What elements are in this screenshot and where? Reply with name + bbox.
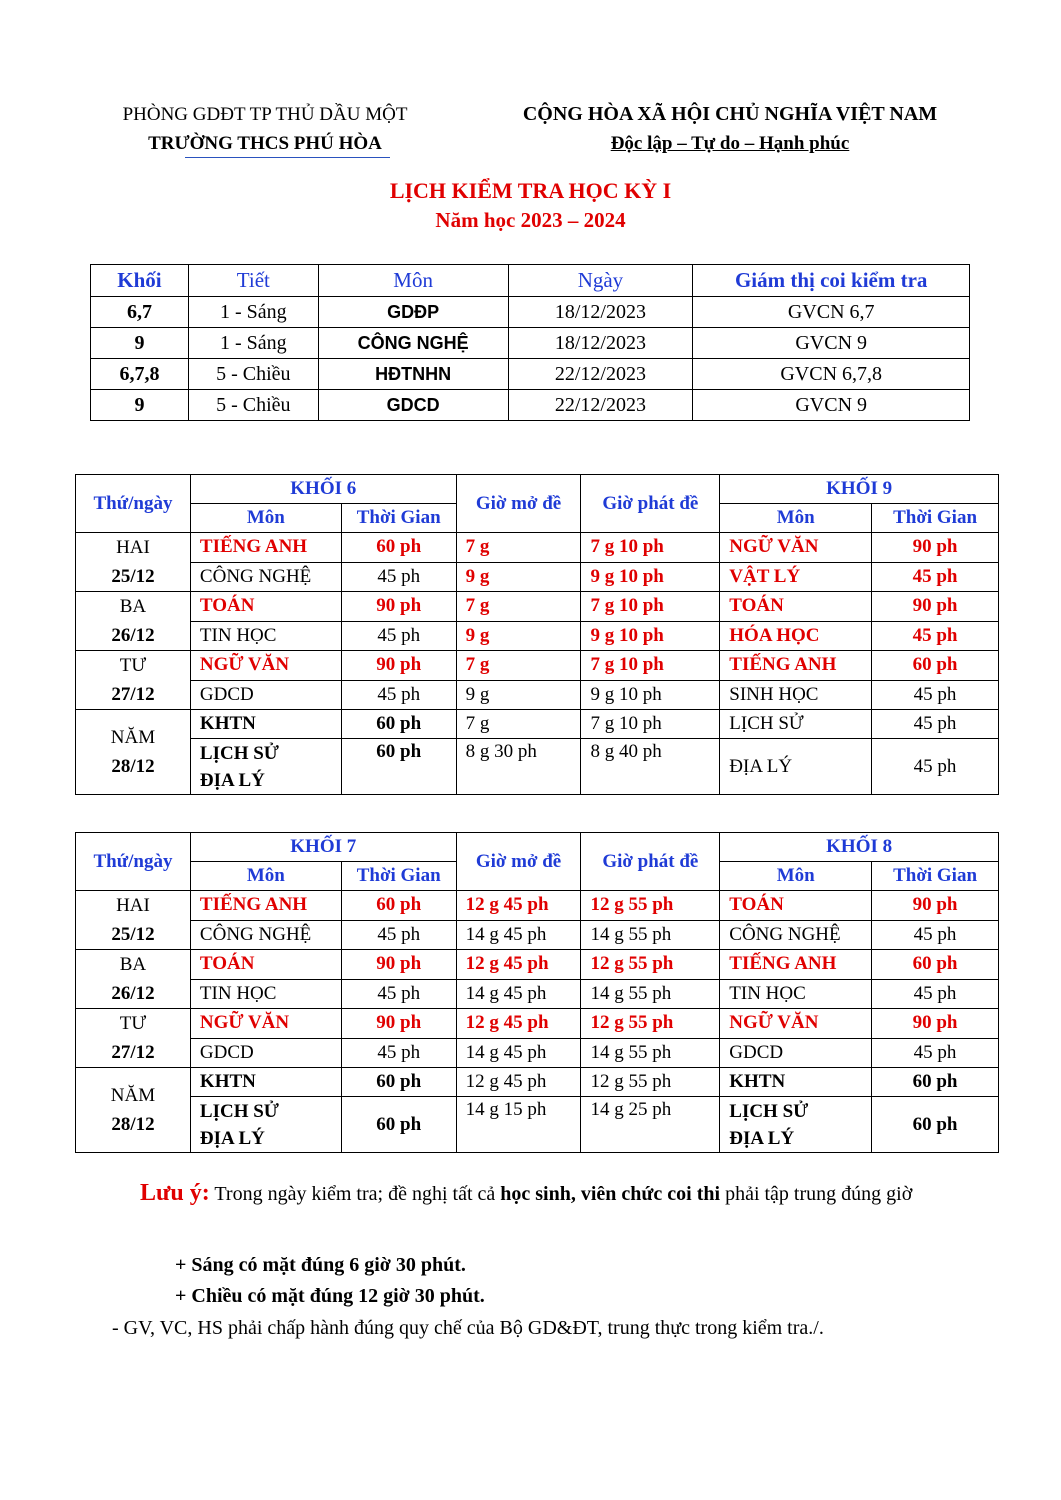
national-motto: Độc lập – Tự do – Hạnh phúc bbox=[610, 133, 850, 154]
subject-line: LỊCH SỬ bbox=[199, 1100, 279, 1122]
table-header-row bbox=[76, 833, 999, 862]
cell-duration: 60 ph bbox=[872, 1068, 999, 1097]
header-left bbox=[100, 100, 430, 158]
cell-subject: SINH HỌC bbox=[720, 680, 872, 710]
cell-duration: 45 ph bbox=[341, 1038, 456, 1068]
republic-title: CỘNG HÒA XÃ HỘI CHỦ NGHĨA VIỆT NAM bbox=[522, 103, 938, 125]
cell-duration: 60 ph bbox=[341, 1097, 456, 1153]
cell-issue-time: 7 g 10 ph bbox=[581, 592, 720, 622]
table-row bbox=[76, 920, 999, 950]
day-cell bbox=[76, 950, 191, 1009]
cell-issue-time: 12 g 55 ph bbox=[581, 950, 720, 980]
cell-subject: GDCD bbox=[318, 390, 508, 421]
group-header-b: KHỐI 8 bbox=[720, 833, 999, 862]
table-header-row bbox=[91, 265, 970, 297]
cell-duration: 45 ph bbox=[341, 621, 456, 651]
cell-issue-time: 9 g 10 ph bbox=[581, 621, 720, 651]
day-name: TƯ bbox=[119, 655, 147, 676]
table-row bbox=[76, 1038, 999, 1068]
day-name: NĂM bbox=[110, 727, 156, 748]
cell-duration: 45 ph bbox=[872, 562, 999, 592]
cell-duration: 60 ph bbox=[341, 710, 456, 739]
col-header-open-time: Giờ mở đề bbox=[456, 833, 581, 891]
col-header-subject: Môn bbox=[190, 862, 341, 891]
cell-duration: 90 ph bbox=[341, 592, 456, 622]
cell-period: 5 - Chiều bbox=[188, 390, 318, 421]
cell-issue-time: 14 g 25 ph bbox=[581, 1097, 720, 1153]
cell-grade: 6,7,8 bbox=[91, 359, 189, 390]
cell-issue-time: 8 g 40 ph bbox=[581, 739, 720, 795]
cell-subject: TOÁN bbox=[190, 592, 341, 622]
cell-subject: TIẾNG ANH bbox=[720, 651, 872, 681]
table-row bbox=[91, 328, 970, 359]
cell-issue-time: 14 g 55 ph bbox=[581, 979, 720, 1009]
cell-subject: NGỮ VĂN bbox=[190, 1009, 341, 1039]
cell-duration: 90 ph bbox=[341, 1009, 456, 1039]
cell-duration: 60 ph bbox=[341, 891, 456, 921]
cell-issue-time: 9 g 10 ph bbox=[581, 562, 720, 592]
table-row bbox=[76, 1097, 999, 1153]
group-header-a: KHỐI 6 bbox=[190, 475, 456, 504]
cell-duration: 45 ph bbox=[341, 562, 456, 592]
cell-open-time: 7 g bbox=[456, 533, 581, 563]
cell-subject bbox=[190, 739, 341, 795]
table-row bbox=[91, 390, 970, 421]
day-date: 28/12 bbox=[111, 756, 155, 777]
cell-duration: 45 ph bbox=[872, 979, 999, 1009]
cell-subject bbox=[190, 1097, 341, 1153]
school-underline bbox=[185, 157, 390, 158]
table-row bbox=[76, 562, 999, 592]
cell-issue-time: 7 g 10 ph bbox=[581, 710, 720, 739]
cell-proctor: GVCN 9 bbox=[693, 328, 970, 359]
cell-open-time: 7 g bbox=[456, 592, 581, 622]
col-header-subject: Môn bbox=[318, 265, 508, 297]
cell-subject: TIN HỌC bbox=[190, 621, 341, 651]
cell-open-time: 7 g bbox=[456, 710, 581, 739]
school-year: Năm học 2023 – 2024 bbox=[435, 208, 626, 232]
day-date: 26/12 bbox=[111, 983, 155, 1004]
cell-grade: 9 bbox=[91, 328, 189, 359]
day-cell bbox=[76, 592, 191, 651]
day-cell bbox=[76, 1009, 191, 1068]
day-date: 25/12 bbox=[111, 924, 155, 945]
cell-open-time: 9 g bbox=[456, 562, 581, 592]
note-emphasis: học sinh, viên chức coi thi bbox=[500, 1183, 721, 1205]
cell-issue-time: 12 g 55 ph bbox=[581, 891, 720, 921]
cell-open-time: 12 g 45 ph bbox=[456, 891, 581, 921]
cell-duration: 45 ph bbox=[872, 710, 999, 739]
col-header-duration: Thời Gian bbox=[341, 862, 456, 891]
cell-subject: TIN HỌC bbox=[720, 979, 872, 1009]
day-cell bbox=[76, 651, 191, 710]
subject-line: ĐỊA LÝ bbox=[199, 769, 265, 791]
day-date: 25/12 bbox=[111, 566, 155, 587]
cell-duration: 90 ph bbox=[872, 592, 999, 622]
cell-subject: TIẾNG ANH bbox=[190, 533, 341, 563]
table-row bbox=[76, 710, 999, 739]
cell-period: 1 - Sáng bbox=[188, 297, 318, 328]
cell-grade: 6,7 bbox=[91, 297, 189, 328]
cell-subject: TIẾNG ANH bbox=[190, 891, 341, 921]
day-date: 26/12 bbox=[111, 625, 155, 646]
cell-duration: 60 ph bbox=[341, 739, 456, 795]
table-row bbox=[91, 297, 970, 328]
table-row bbox=[76, 680, 999, 710]
table-row bbox=[76, 1009, 999, 1039]
cell-open-time: 12 g 45 ph bbox=[456, 950, 581, 980]
cell-issue-time: 7 g 10 ph bbox=[581, 651, 720, 681]
cell-issue-time: 7 g 10 ph bbox=[581, 533, 720, 563]
cell-duration: 90 ph bbox=[872, 891, 999, 921]
cell-issue-time: 12 g 55 ph bbox=[581, 1068, 720, 1097]
department-name: PHÒNG GDĐT TP THỦ DẦU MỘT bbox=[122, 104, 408, 125]
cell-subject: GDCD bbox=[190, 680, 341, 710]
day-cell bbox=[76, 891, 191, 950]
cell-issue-time: 14 g 55 ph bbox=[581, 920, 720, 950]
cell-date: 22/12/2023 bbox=[508, 390, 693, 421]
day-cell bbox=[76, 1068, 191, 1153]
table-row bbox=[76, 1068, 999, 1097]
cell-proctor: GVCN 9 bbox=[693, 390, 970, 421]
cell-duration: 90 ph bbox=[872, 533, 999, 563]
day-name: BA bbox=[119, 596, 147, 617]
cell-duration: 45 ph bbox=[872, 1038, 999, 1068]
cell-duration: 45 ph bbox=[872, 920, 999, 950]
cell-subject: ĐỊA LÝ bbox=[720, 739, 872, 795]
cell-subject: TOÁN bbox=[190, 950, 341, 980]
cell-duration: 60 ph bbox=[872, 651, 999, 681]
cell-subject: NGỮ VĂN bbox=[720, 1009, 872, 1039]
cell-date: 18/12/2023 bbox=[508, 328, 693, 359]
col-header-issue-time: Giờ phát đề bbox=[581, 833, 720, 891]
table-row bbox=[76, 621, 999, 651]
table-row bbox=[76, 739, 999, 795]
subject-line: ĐỊA LÝ bbox=[729, 1127, 795, 1149]
schedule-table-grade7-grade8 bbox=[75, 832, 999, 1153]
header-right bbox=[470, 100, 990, 158]
note-morning: + Sáng có mặt đúng 6 giờ 30 phút. bbox=[175, 1254, 466, 1276]
col-header-day: Thứ/ngày bbox=[76, 475, 191, 533]
cell-subject: NGỮ VĂN bbox=[190, 651, 341, 681]
common-exam-table bbox=[90, 264, 970, 421]
cell-duration: 45 ph bbox=[341, 979, 456, 1009]
col-header-open-time: Giờ mở đề bbox=[456, 475, 581, 533]
cell-duration: 60 ph bbox=[341, 533, 456, 563]
cell-open-time: 8 g 30 ph bbox=[456, 739, 581, 795]
cell-subject: GDCD bbox=[190, 1038, 341, 1068]
col-header-period: Tiết bbox=[188, 265, 318, 297]
cell-open-time: 14 g 45 ph bbox=[456, 979, 581, 1009]
table-header-row bbox=[76, 475, 999, 504]
cell-duration: 90 ph bbox=[341, 950, 456, 980]
cell-subject bbox=[720, 1097, 872, 1153]
col-header-subject: Môn bbox=[190, 504, 341, 533]
cell-subject: VẬT LÝ bbox=[720, 562, 872, 592]
cell-subject: GDĐP bbox=[318, 297, 508, 328]
cell-period: 1 - Sáng bbox=[188, 328, 318, 359]
cell-subject: KHTN bbox=[190, 710, 341, 739]
day-date: 27/12 bbox=[111, 684, 155, 705]
day-date: 28/12 bbox=[111, 1114, 155, 1135]
note-text: Trong ngày kiểm tra; đề nghị tất cả bbox=[209, 1183, 501, 1205]
cell-duration: 90 ph bbox=[341, 651, 456, 681]
table-row bbox=[76, 651, 999, 681]
cell-subject: KHTN bbox=[720, 1068, 872, 1097]
cell-open-time: 7 g bbox=[456, 651, 581, 681]
cell-proctor: GVCN 6,7,8 bbox=[693, 359, 970, 390]
col-header-duration: Thời Gian bbox=[341, 504, 456, 533]
page-title: LỊCH KIỂM TRA HỌC KỲ I bbox=[389, 178, 672, 203]
cell-duration: 45 ph bbox=[872, 680, 999, 710]
cell-issue-time: 14 g 55 ph bbox=[581, 1038, 720, 1068]
table-row bbox=[91, 359, 970, 390]
day-name: HAI bbox=[116, 537, 150, 558]
note-rule: - GV, VC, HS phải chấp hành đúng quy chế của Bộ GD&ĐT, trung thực trong kiểm tra./. bbox=[112, 1317, 824, 1339]
cell-open-time: 14 g 15 ph bbox=[456, 1097, 581, 1153]
day-name: TƯ bbox=[119, 1013, 147, 1034]
cell-subject: TOÁN bbox=[720, 891, 872, 921]
cell-open-time: 14 g 45 ph bbox=[456, 1038, 581, 1068]
cell-subject: CÔNG NGHỆ bbox=[720, 920, 872, 950]
cell-duration: 45 ph bbox=[872, 621, 999, 651]
cell-period: 5 - Chiều bbox=[188, 359, 318, 390]
cell-open-time: 14 g 45 ph bbox=[456, 920, 581, 950]
group-header-b: KHỐI 9 bbox=[720, 475, 999, 504]
cell-subject: LỊCH SỬ bbox=[720, 710, 872, 739]
day-name: BA bbox=[119, 954, 147, 975]
table-row bbox=[76, 979, 999, 1009]
day-cell bbox=[76, 710, 191, 795]
table-row bbox=[76, 533, 999, 563]
note-label: Lưu ý: bbox=[140, 1180, 210, 1206]
cell-duration: 60 ph bbox=[341, 1068, 456, 1097]
cell-subject: CÔNG NGHỆ bbox=[318, 328, 508, 359]
col-header-grade: Khối bbox=[91, 265, 189, 297]
cell-grade: 9 bbox=[91, 390, 189, 421]
cell-subject: CÔNG NGHỆ bbox=[190, 562, 341, 592]
col-header-duration: Thời Gian bbox=[872, 504, 999, 533]
cell-duration: 90 ph bbox=[872, 1009, 999, 1039]
cell-duration: 45 ph bbox=[341, 920, 456, 950]
day-name: HAI bbox=[116, 895, 150, 916]
cell-subject: GDCD bbox=[720, 1038, 872, 1068]
col-header-subject: Môn bbox=[720, 504, 872, 533]
cell-subject: TIN HỌC bbox=[190, 979, 341, 1009]
cell-date: 18/12/2023 bbox=[508, 297, 693, 328]
cell-subject: KHTN bbox=[190, 1068, 341, 1097]
cell-duration: 45 ph bbox=[872, 739, 999, 795]
day-cell bbox=[76, 533, 191, 592]
group-header-a: KHỐI 7 bbox=[190, 833, 456, 862]
cell-subject: NGỮ VĂN bbox=[720, 533, 872, 563]
table-row bbox=[76, 950, 999, 980]
table-row bbox=[76, 891, 999, 921]
col-header-proctor: Giám thị coi kiểm tra bbox=[693, 265, 970, 297]
note-afternoon: + Chiều có mặt đúng 12 giờ 30 phút. bbox=[175, 1285, 485, 1307]
cell-date: 22/12/2023 bbox=[508, 359, 693, 390]
cell-subject: HĐTNHN bbox=[318, 359, 508, 390]
cell-issue-time: 12 g 55 ph bbox=[581, 1009, 720, 1039]
school-name: TRƯỜNG THCS PHÚ HÒA bbox=[148, 133, 382, 154]
col-header-subject: Môn bbox=[720, 862, 872, 891]
cell-duration: 60 ph bbox=[872, 1097, 999, 1153]
col-header-issue-time: Giờ phát đề bbox=[581, 475, 720, 533]
col-header-day: Thứ/ngày bbox=[76, 833, 191, 891]
cell-open-time: 9 g bbox=[456, 621, 581, 651]
col-header-date: Ngày bbox=[508, 265, 693, 297]
cell-open-time: 12 g 45 ph bbox=[456, 1068, 581, 1097]
cell-proctor: GVCN 6,7 bbox=[693, 297, 970, 328]
col-header-duration: Thời Gian bbox=[872, 862, 999, 891]
cell-subject: TIẾNG ANH bbox=[720, 950, 872, 980]
cell-duration: 60 ph bbox=[872, 950, 999, 980]
note-paragraph bbox=[100, 1178, 980, 1210]
subject-line: LỊCH SỬ bbox=[729, 1100, 809, 1122]
table-row bbox=[76, 592, 999, 622]
cell-issue-time: 9 g 10 ph bbox=[581, 680, 720, 710]
cell-open-time: 12 g 45 ph bbox=[456, 1009, 581, 1039]
schedule-table-grade6-grade9 bbox=[75, 474, 999, 795]
subject-line: LỊCH SỬ bbox=[199, 742, 279, 764]
subject-line: ĐỊA LÝ bbox=[199, 1127, 265, 1149]
cell-open-time: 9 g bbox=[456, 680, 581, 710]
cell-subject: TOÁN bbox=[720, 592, 872, 622]
cell-subject: CÔNG NGHỆ bbox=[190, 920, 341, 950]
cell-subject: HÓA HỌC bbox=[720, 621, 872, 651]
day-date: 27/12 bbox=[111, 1042, 155, 1063]
day-name: NĂM bbox=[110, 1085, 156, 1106]
note-text: phải tập trung đúng giờ bbox=[720, 1183, 913, 1205]
cell-duration: 45 ph bbox=[341, 680, 456, 710]
